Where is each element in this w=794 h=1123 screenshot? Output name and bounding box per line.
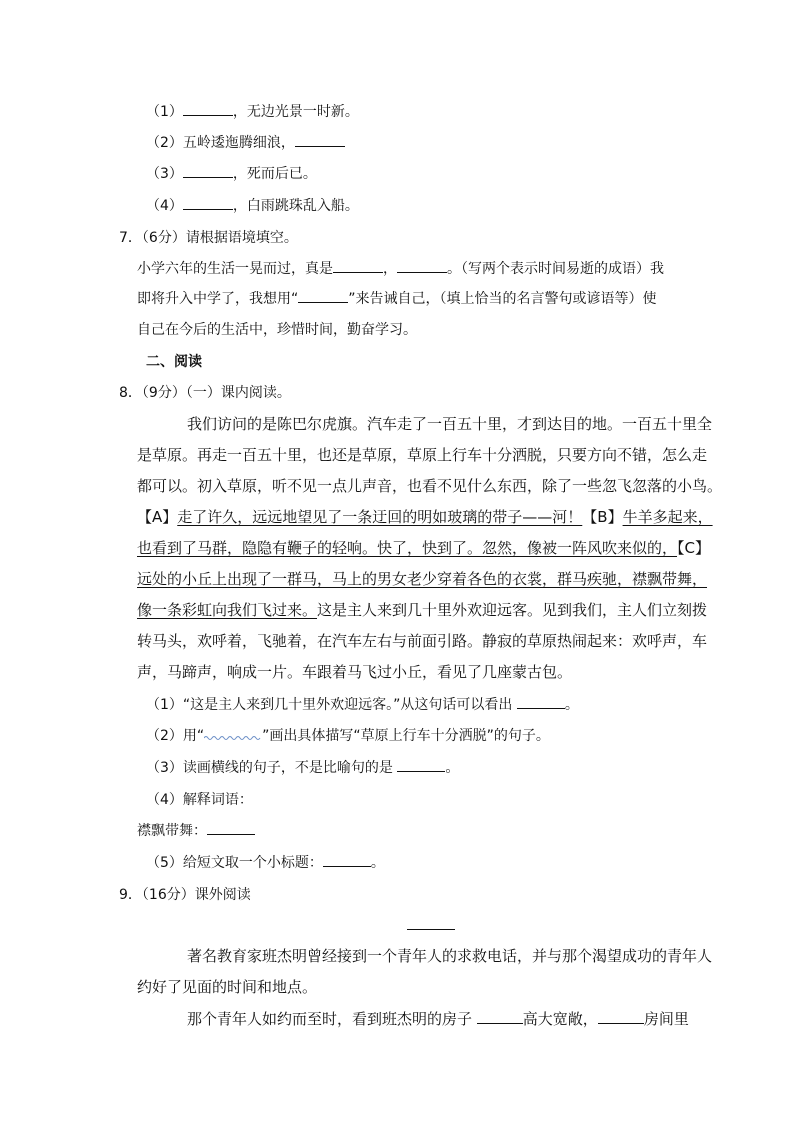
q6-item-3-suffix: ，死而后已。 [232, 166, 317, 182]
title-blank[interactable] [407, 929, 455, 930]
answer-blank[interactable] [183, 195, 233, 210]
q7-line-2 [137, 288, 657, 310]
q8-sub-text: （1）“这是主人来到几十里外欢迎远客。”从这句话可以看出 [146, 697, 513, 713]
q6-item-3-prefix: （3） [146, 166, 183, 182]
q6-item-4-prefix: （4） [146, 198, 183, 214]
marker-c: 【C】 [677, 539, 710, 557]
q6-item-1-suffix: ，无边光景一时新。 [232, 104, 359, 120]
underlined-sentence-a: 走了许久，远远地望见了一条迂回的明如玻璃的带子——河！ [177, 508, 583, 526]
q6-item-4-suffix: ，白雨跳珠乱入船。 [232, 198, 359, 214]
q8-sub-text: ”画出具体描写“草原上行车十分洒脱”的句子。 [262, 728, 550, 744]
q8-sub-text: （5）给短文取一个小标题： [146, 855, 323, 871]
wavy-line-icon [204, 728, 262, 740]
marker-b: 【B】 [582, 508, 623, 526]
underlined-sentence-b-cont: 也看到了马群，隐隐有鞭子的轻响。快了，快到了。忽然，像被一阵风吹来似的， [137, 539, 678, 557]
q8-passage-line-2: 是草原。再走一百五十里，也还是草原，草原上行车十分洒脱，只要方向不错，怎么走 [137, 446, 708, 464]
answer-blank[interactable] [477, 1009, 523, 1024]
q8-sub-text: 。 [445, 760, 460, 776]
q8-passage-line-4 [137, 506, 713, 528]
q7-text: ”来告诫自己，（填上恰当的名言警句或谚语等）使 [348, 291, 657, 307]
answer-blank[interactable] [298, 288, 348, 303]
q8-sub-2 [146, 725, 550, 747]
q8-sub-4: （4）解释词语： [146, 792, 253, 808]
q8-passage-line-9: 声，马蹄声，响成一片。车跟着马飞过小丘，看见了几座蒙古包。 [137, 663, 573, 681]
q6-item-3 [146, 163, 317, 185]
q8-passage-line-7 [137, 599, 708, 621]
answer-blank[interactable] [295, 132, 345, 147]
q8-passage-line-6: 远处的小丘上出现了一群马，马上的男女老少穿着各色的衣裳，群马疾驰，襟飘带舞， [137, 570, 708, 588]
q8-sub-text: （2）用“ [146, 728, 205, 744]
q6-item-4 [146, 195, 359, 217]
q8-passage-line-1: 我们访问的是陈巴尔虎旗。汽车走了一百五十里，才到达目的地。一百五十里全 [187, 415, 713, 433]
q8-sub-text: 。 [564, 697, 579, 713]
q6-item-1-prefix: （1） [146, 104, 183, 120]
q8-sub-text: 襟飘带舞： [137, 823, 207, 839]
answer-blank[interactable] [183, 163, 233, 178]
q9-text: 高大宽敞， [522, 1010, 598, 1028]
q9-passage-line-2: 约好了见面的时间和地点。 [137, 978, 318, 996]
q7-text: 。（写两个表示时间易逝的成语）我 [447, 261, 664, 277]
q8-sub-text: （3）读画横线的句子，不是比喻句的是 [146, 760, 393, 776]
q8-passage-line-5 [137, 537, 710, 559]
underlined-sentence-b: 牛羊多起来， [622, 508, 713, 526]
q8-passage-line-3: 都可以。初入草原，听不见一点儿声音，也看不见什么东西，除了一些忽飞忽落的小鸟。 [137, 477, 723, 495]
answer-blank[interactable] [333, 258, 383, 273]
q8-sub-1 [146, 694, 579, 716]
answer-blank[interactable] [598, 1009, 644, 1024]
answer-blank[interactable] [517, 694, 565, 709]
underlined-sentence-c-end: 像一条彩虹向我们飞过来。 [137, 601, 318, 619]
q9-passage-line-3 [187, 1008, 689, 1030]
q9-text: 房间里 [643, 1010, 689, 1028]
q8-text: 这是主人来到几十里外欢迎远客。见到我们，主人们立刻拨 [317, 601, 708, 619]
q7-line-1 [137, 258, 675, 280]
q8-sub-4-word [137, 820, 255, 842]
q7-line-3: 自己在今后的生活中，珍惜时间，勤奋学习。 [137, 322, 417, 338]
q6-item-2-prefix: （2）五岭逶迤腾细浪， [146, 135, 295, 151]
answer-blank[interactable] [397, 258, 447, 273]
answer-blank[interactable] [207, 820, 255, 835]
q9-passage-line-1: 著名教育家班杰明曾经接到一个青年人的求救电话，并与那个渴望成功的青年人 [187, 947, 713, 965]
q8-sub-5 [146, 852, 385, 874]
q7-text: 即将升入中学了，我想用“ [137, 291, 299, 307]
q7-text: 小学六年的生活一晃而过，真是 [137, 261, 333, 277]
marker-a: 【A】 [137, 508, 178, 526]
q6-item-1 [146, 101, 359, 123]
q6-item-2 [146, 132, 345, 154]
q8-passage-line-8: 转马头，欢呼着，飞驰着，在汽车左右与前面引路。静寂的草原热闹起来：欢呼声，车 [137, 632, 708, 650]
section-title-reading: 二、阅读 [146, 354, 202, 370]
q9-text: 那个青年人如约而至时，看到班杰明的房子 [187, 1010, 473, 1028]
q7-text: ， [383, 261, 397, 277]
q8-sub-3 [146, 757, 459, 779]
q8-heading: 8．（9分）（一）课内阅读。 [119, 385, 291, 401]
answer-blank[interactable] [397, 757, 445, 772]
answer-blank[interactable] [323, 852, 371, 867]
q8-sub-text: 。 [370, 855, 385, 871]
answer-blank[interactable] [183, 101, 233, 116]
q9-heading: 9．（16分）课外阅读 [119, 887, 251, 903]
q7-heading: 7．（6分）请根据语境填空。 [119, 230, 298, 246]
